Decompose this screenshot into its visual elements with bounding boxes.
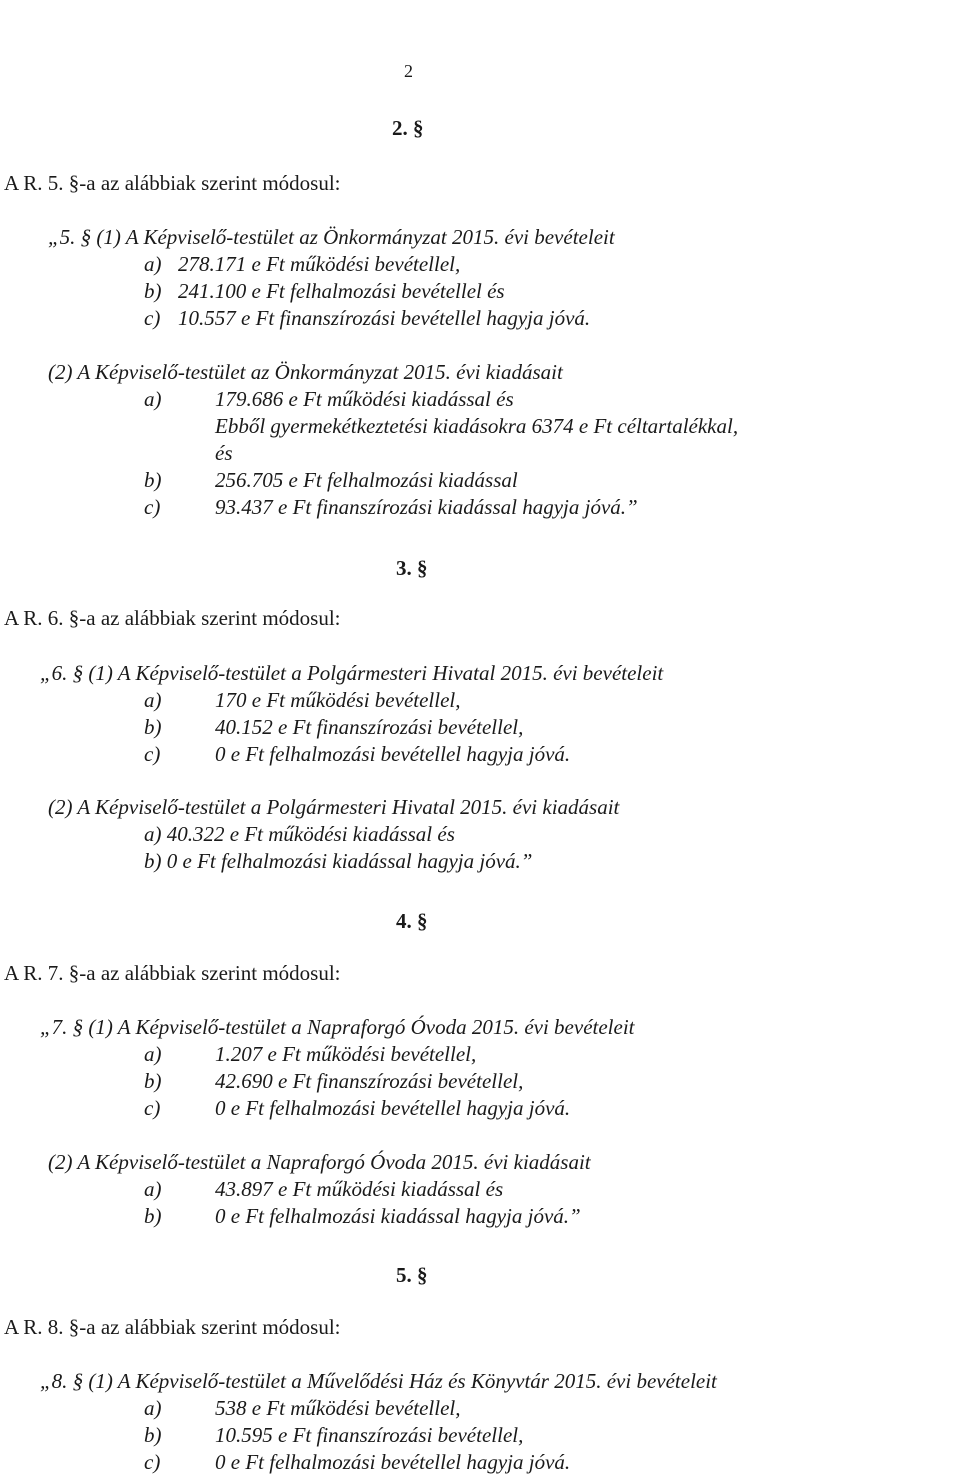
item-label: a): [144, 1177, 162, 1201]
item-text: 10.595 e Ft finanszírozási bevétellel,: [215, 1423, 524, 1447]
item-text: 0 e Ft felhalmozási bevétellel hagyja jóvá.: [215, 742, 571, 766]
item-text: b) 0 e Ft felhalmozási kiadással hagyja jóvá.”: [144, 849, 533, 873]
item-label: c): [144, 1096, 161, 1120]
paragraph-text: (2) A Képviselő-testület a Napraforgó Óvoda 2015. évi kiadásait: [48, 1150, 591, 1174]
paragraph-text: „5. § (1) A Képviselő-testület az Önkormányzat 2015. évi bevételeit: [48, 225, 615, 249]
item-text: 43.897 e Ft működési kiadással és: [215, 1177, 504, 1201]
amendment-intro-5: A R. 8. §-a az alábbiak szerint módosul:: [4, 1315, 341, 1339]
item-label: a): [144, 387, 162, 411]
paragraph-text: „7. § (1) A Képviselő-testület a Napraforgó Óvoda 2015. évi bevételeit: [40, 1015, 635, 1039]
item-text: 42.690 e Ft finanszírozási bevétellel,: [215, 1069, 524, 1093]
item-text: 93.437 e Ft finanszírozási kiadással hagyja jóvá.”: [215, 495, 638, 519]
item-text: 0 e Ft felhalmozási bevétellel hagyja jóvá.: [215, 1096, 571, 1120]
amendment-intro-3: A R. 6. §-a az alábbiak szerint módosul:: [4, 606, 341, 630]
item-label: b): [144, 1423, 162, 1447]
item-text: és: [215, 441, 233, 465]
section-heading-3: 3. §: [396, 556, 428, 580]
item-text: 256.705 e Ft felhalmozási kiadással: [215, 468, 518, 492]
item-label: b): [144, 279, 162, 303]
item-text: 170 e Ft működési bevétellel,: [215, 688, 461, 712]
paragraph-text: „8. § (1) A Képviselő-testület a Művelődési Ház és Könyvtár 2015. évi bevételeit: [40, 1369, 717, 1393]
section-heading-2: 2. §: [392, 116, 424, 140]
item-label: b): [144, 1069, 162, 1093]
item-label: c): [144, 742, 161, 766]
item-label: b): [144, 715, 162, 739]
item-text: 40.152 e Ft finanszírozási bevétellel,: [215, 715, 524, 739]
item-label: a): [144, 688, 162, 712]
amendment-intro-2: A R. 5. §-a az alábbiak szerint módosul:: [4, 171, 341, 195]
item-label: c): [144, 495, 161, 519]
item-text: 0 e Ft felhalmozási kiadással hagyja jóvá.”: [215, 1204, 581, 1228]
item-text: 0 e Ft felhalmozási bevétellel hagyja jóvá.: [215, 1450, 571, 1474]
page-number: 2: [404, 61, 413, 81]
item-text: 10.557 e Ft finanszírozási bevétellel hagyja jóvá.: [178, 306, 591, 330]
item-label: b): [144, 468, 162, 492]
item-text: Ebből gyermekétkeztetési kiadásokra 6374 e Ft céltartalékkal,: [215, 414, 739, 438]
item-text: 1.207 e Ft működési bevétellel,: [215, 1042, 477, 1066]
item-text: 179.686 e Ft működési kiadással és: [215, 387, 514, 411]
item-label: a): [144, 1042, 162, 1066]
paragraph-text: (2) A Képviselő-testület az Önkormányzat 2015. évi kiadásait: [48, 360, 563, 384]
amendment-intro-4: A R. 7. §-a az alábbiak szerint módosul:: [4, 961, 341, 985]
item-label: c): [144, 1450, 161, 1474]
section-heading-4: 4. §: [396, 909, 428, 933]
item-label: b): [144, 1204, 162, 1228]
paragraph-text: (2) A Képviselő-testület a Polgármesteri Hivatal 2015. évi kiadásait: [48, 795, 620, 819]
item-label: a): [144, 252, 162, 276]
item-text: 241.100 e Ft felhalmozási bevétellel és: [178, 279, 505, 303]
item-label: a): [144, 1396, 162, 1420]
item-text: 278.171 e Ft működési bevétellel,: [178, 252, 461, 276]
section-heading-5: 5. §: [396, 1263, 428, 1287]
item-label: c): [144, 306, 161, 330]
item-text: a) 40.322 e Ft működési kiadással és: [144, 822, 455, 846]
item-text: 538 e Ft működési bevétellel,: [215, 1396, 461, 1420]
paragraph-text: „6. § (1) A Képviselő-testület a Polgármesteri Hivatal 2015. évi bevételeit: [40, 661, 664, 685]
